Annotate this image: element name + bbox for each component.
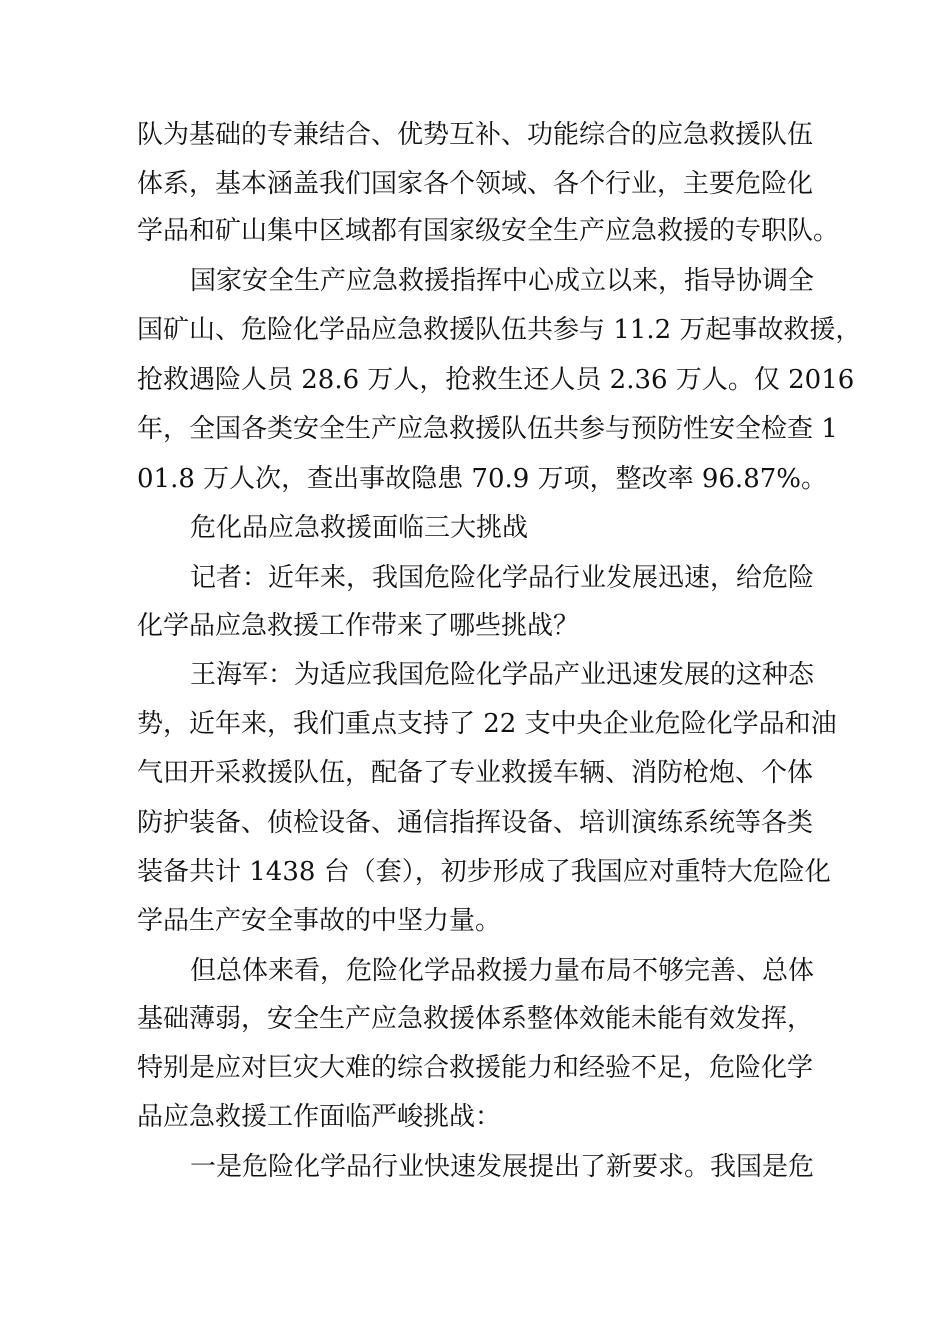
- text-line: 学品和矿山集中区域都有国家级安全生产应急救援的专职队。: [137, 216, 840, 246]
- text-line: 品应急救援工作面临严峻挑战：: [137, 1102, 502, 1132]
- text-line: 王海军：为适应我国危险化学品产业迅速发展的这种态: [190, 660, 815, 690]
- text-line: 一是危险化学品行业快速发展提出了新要求。我国是危: [190, 1152, 815, 1182]
- text-line: 学品生产安全事故的中坚力量。: [137, 906, 502, 936]
- text-line: 势，近年来，我们重点支持了 22 支中央企业危险化学品和油: [137, 709, 837, 739]
- text-line: 特别是应对巨灾大难的综合救援能力和经验不足，危险化学: [137, 1053, 814, 1083]
- text-line: 体系，基本涵盖我们国家各个领域、各个行业，主要危险化: [137, 169, 814, 199]
- text-line: 但总体来看，危险化学品救援力量布局不够完善、总体: [190, 956, 815, 986]
- section-heading: 危化品应急救援面临三大挑战: [190, 513, 529, 543]
- text-line: 国矿山、危险化学品应急救援队伍共参与 11.2 万起事故救援，: [137, 315, 862, 345]
- text-line: 国家安全生产应急救援指挥中心成立以来，指导协调全: [190, 266, 815, 296]
- text-line: 队为基础的专兼结合、优势互补、功能综合的应急救援队伍: [137, 120, 814, 150]
- text-line: 基础薄弱，安全生产应急救援体系整体效能未能有效发挥，: [137, 1004, 814, 1034]
- text-line: 防护装备、侦检设备、通信指挥设备、培训演练系统等各类: [137, 808, 814, 838]
- text-line: 装备共计 1438 台（套），初步形成了我国应对重特大危险化: [137, 857, 831, 887]
- text-line: 01.8 万人次，查出事故隐患 70.9 万项，整改率 96.87%。: [137, 464, 827, 494]
- text-line: 化学品应急救援工作带来了哪些挑战？: [137, 611, 580, 641]
- text-line: 气田开采救援队伍，配备了专业救援车辆、消防枪炮、个体: [137, 758, 814, 788]
- text-line: 抢救遇险人员 28.6 万人，抢救生还人员 2.36 万人。仅 2016: [137, 365, 855, 395]
- text-line: 年，全国各类安全生产应急救援队伍共参与预防性安全检查 1: [137, 414, 838, 444]
- text-line: 记者：近年来，我国危险化学品行业发展迅速，给危险: [190, 563, 815, 593]
